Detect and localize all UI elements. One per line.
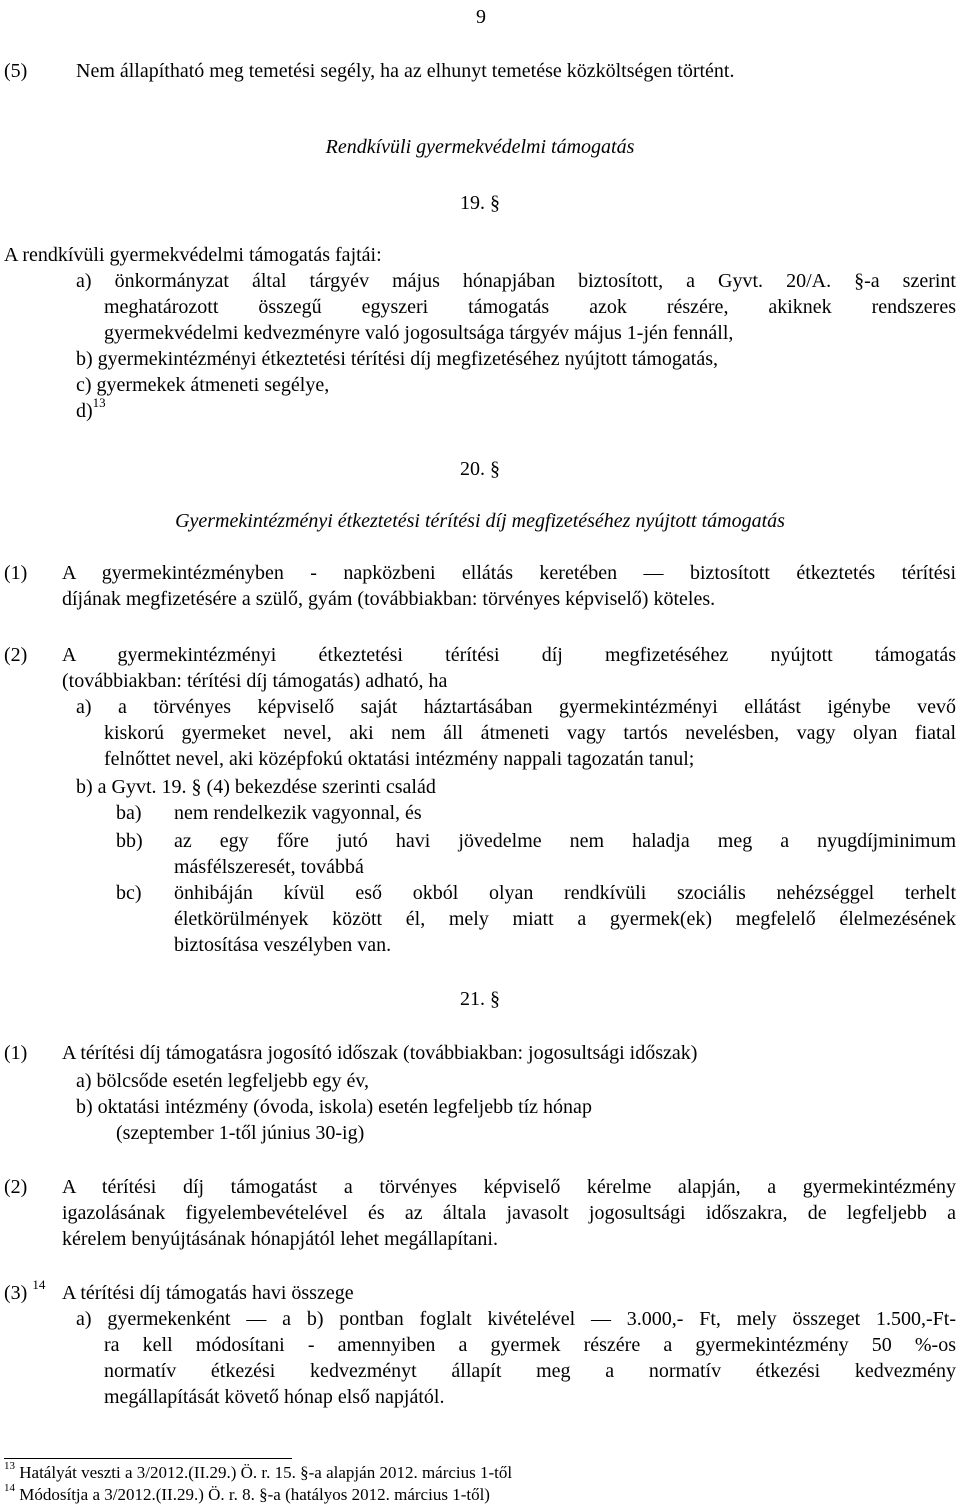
list-item-continuation: gyermekvédelmi kedvezményre való jogosultsága tárgyév május 1-jén fennáll,: [104, 322, 734, 344]
list-item: a) a törvényes képviselő saját háztartásában gyermekintézményi ellátást igénybe vevő: [76, 696, 956, 718]
list-item: a) bölcsőde esetén legfeljebb egy év,: [76, 1070, 370, 1092]
paragraph-number-label: (3): [4, 1282, 28, 1304]
paragraph-number: (1): [4, 1042, 28, 1064]
paragraph-number: (2): [4, 644, 28, 666]
list-item-continuation: (szeptember 1-től június 30-ig): [116, 1122, 365, 1144]
paragraph-text: (továbbiakban: térítési díj támogatás) adható, ha: [62, 670, 448, 692]
footnote-separator: [4, 1458, 292, 1459]
paragraph-text: A rendkívüli gyermekvédelmi támogatás fajtái:: [4, 244, 382, 266]
list-item: a) önkormányzat által tárgyév május hónapjában biztosított, a Gyvt. 20/A. §-a szerint: [76, 270, 956, 292]
paragraph-number: (1): [4, 562, 28, 584]
footnote: [4, 1462, 512, 1484]
footnote-number: 14: [4, 1482, 15, 1495]
footnote: [4, 1484, 490, 1506]
sub-item-label: bb): [116, 830, 143, 852]
list-item-continuation: ra kell módosítani - amennyiben a gyermek részére a gyermekintézmény 50 %-os: [104, 1334, 956, 1356]
section-heading: 20. §: [460, 458, 500, 480]
paragraph-text: A térítési díj támogatást a törvényes képviselő kérelme alapján, a gyermekintézmény: [62, 1176, 956, 1198]
list-item: c) gyermekek átmeneti segélye,: [76, 374, 330, 396]
list-item-label: d): [76, 400, 93, 422]
paragraph-text: igazolásának figyelembevételével és az általa javasolt jogosultsági időszakra, de legfeljebb a: [62, 1202, 956, 1224]
list-item: b) gyermekintézményi étkeztetési térítési díj megfizetéséhez nyújtott támogatás,: [76, 348, 718, 370]
sub-item-label: ba): [116, 802, 142, 824]
footnote-text: Módosítja a 3/2012.(II.29.) Ö. r. 8. §-a (hatályos 2012. március 1-től): [19, 1485, 490, 1504]
list-item-continuation: meghatározott összegű egyszeri támogatás azok részére, akiknek rendszeres: [104, 296, 956, 318]
paragraph-text: díjának megfizetésére a szülő, gyám (továbbiakban: törvényes képviselő) köteles.: [62, 588, 716, 610]
list-item: b) oktatási intézmény (óvoda, iskola) esetén legfeljebb tíz hónap: [76, 1096, 592, 1118]
sub-item-text: másfélszeresét, továbbá: [174, 856, 364, 878]
section-heading: 21. §: [460, 988, 500, 1010]
footnote-text: Hatályát veszti a 3/2012.(II.29.) Ö. r. 15. §-a alapján 2012. március 1-től: [19, 1463, 513, 1482]
paragraph-text: A gyermekintézményi étkeztetési térítési díj megfizetéséhez nyújtott támogatás: [62, 644, 956, 666]
section-title: Gyermekintézményi étkeztetési térítési díj megfizetéséhez nyújtott támogatás: [175, 510, 785, 532]
paragraph-text: A térítési díj támogatás havi összege: [62, 1282, 354, 1304]
paragraph-number: (2): [4, 1176, 28, 1198]
section-title: Rendkívüli gyermekvédelmi támogatás: [325, 136, 635, 158]
footnote-reference: 14: [32, 1277, 46, 1293]
paragraph-number: [4, 1277, 46, 1306]
footnote-reference: 13: [92, 395, 106, 411]
list-item: [76, 395, 106, 424]
page-number: 9: [476, 6, 486, 28]
paragraph-text: A gyermekintézményben - napközbeni ellátás keretében — biztosított étkeztetés térítési: [62, 562, 956, 584]
sub-item-text: életkörülmények között él, mely miatt a gyermek(ek) megfelelő élelmezésének: [174, 908, 956, 930]
list-item: a) gyermekenként — a b) pontban foglalt kivételével — 3.000,- Ft, mely összeget 1.500,-Ft-: [76, 1308, 956, 1330]
paragraph-number: (5): [4, 60, 28, 82]
list-item-continuation: normatív étkezési kedvezményt állapít meg a normatív étkezési kedvezmény: [104, 1360, 956, 1382]
sub-item-text: nem rendelkezik vagyonnal, és: [174, 802, 422, 824]
list-item-continuation: felnőttet nevel, aki középfokú oktatási intézmény nappali tagozatán tanul;: [104, 748, 695, 770]
list-item-continuation: megállapítását követő hónap első napjától.: [104, 1386, 445, 1408]
sub-item-text: biztosítása veszélyben van.: [174, 934, 392, 956]
list-item: b) a Gyvt. 19. § (4) bekezdése szerinti család: [76, 776, 436, 798]
section-heading: 19. §: [460, 192, 500, 214]
paragraph-text: A térítési díj támogatásra jogosító időszak (továbbiakban: jogosultsági időszak): [62, 1042, 698, 1064]
sub-item-text: önhibáján kívül eső okból olyan rendkívüli szociális nehézséggel terhelt: [174, 882, 956, 904]
paragraph-text: Nem állapítható meg temetési segély, ha az elhunyt temetése közköltségen történt.: [76, 60, 735, 82]
sub-item-label: bc): [116, 882, 142, 904]
paragraph-text: kérelem benyújtásának hónapjától lehet megállapítani.: [62, 1228, 498, 1250]
footnote-number: 13: [4, 1460, 15, 1473]
sub-item-text: az egy főre jutó havi jövedelme nem haladja meg a nyugdíjminimum: [174, 830, 956, 852]
list-item-continuation: kiskorú gyermeket nevel, aki nem áll átmeneti vagy tartós nevelésben, vagy olyan fiatal: [104, 722, 956, 744]
